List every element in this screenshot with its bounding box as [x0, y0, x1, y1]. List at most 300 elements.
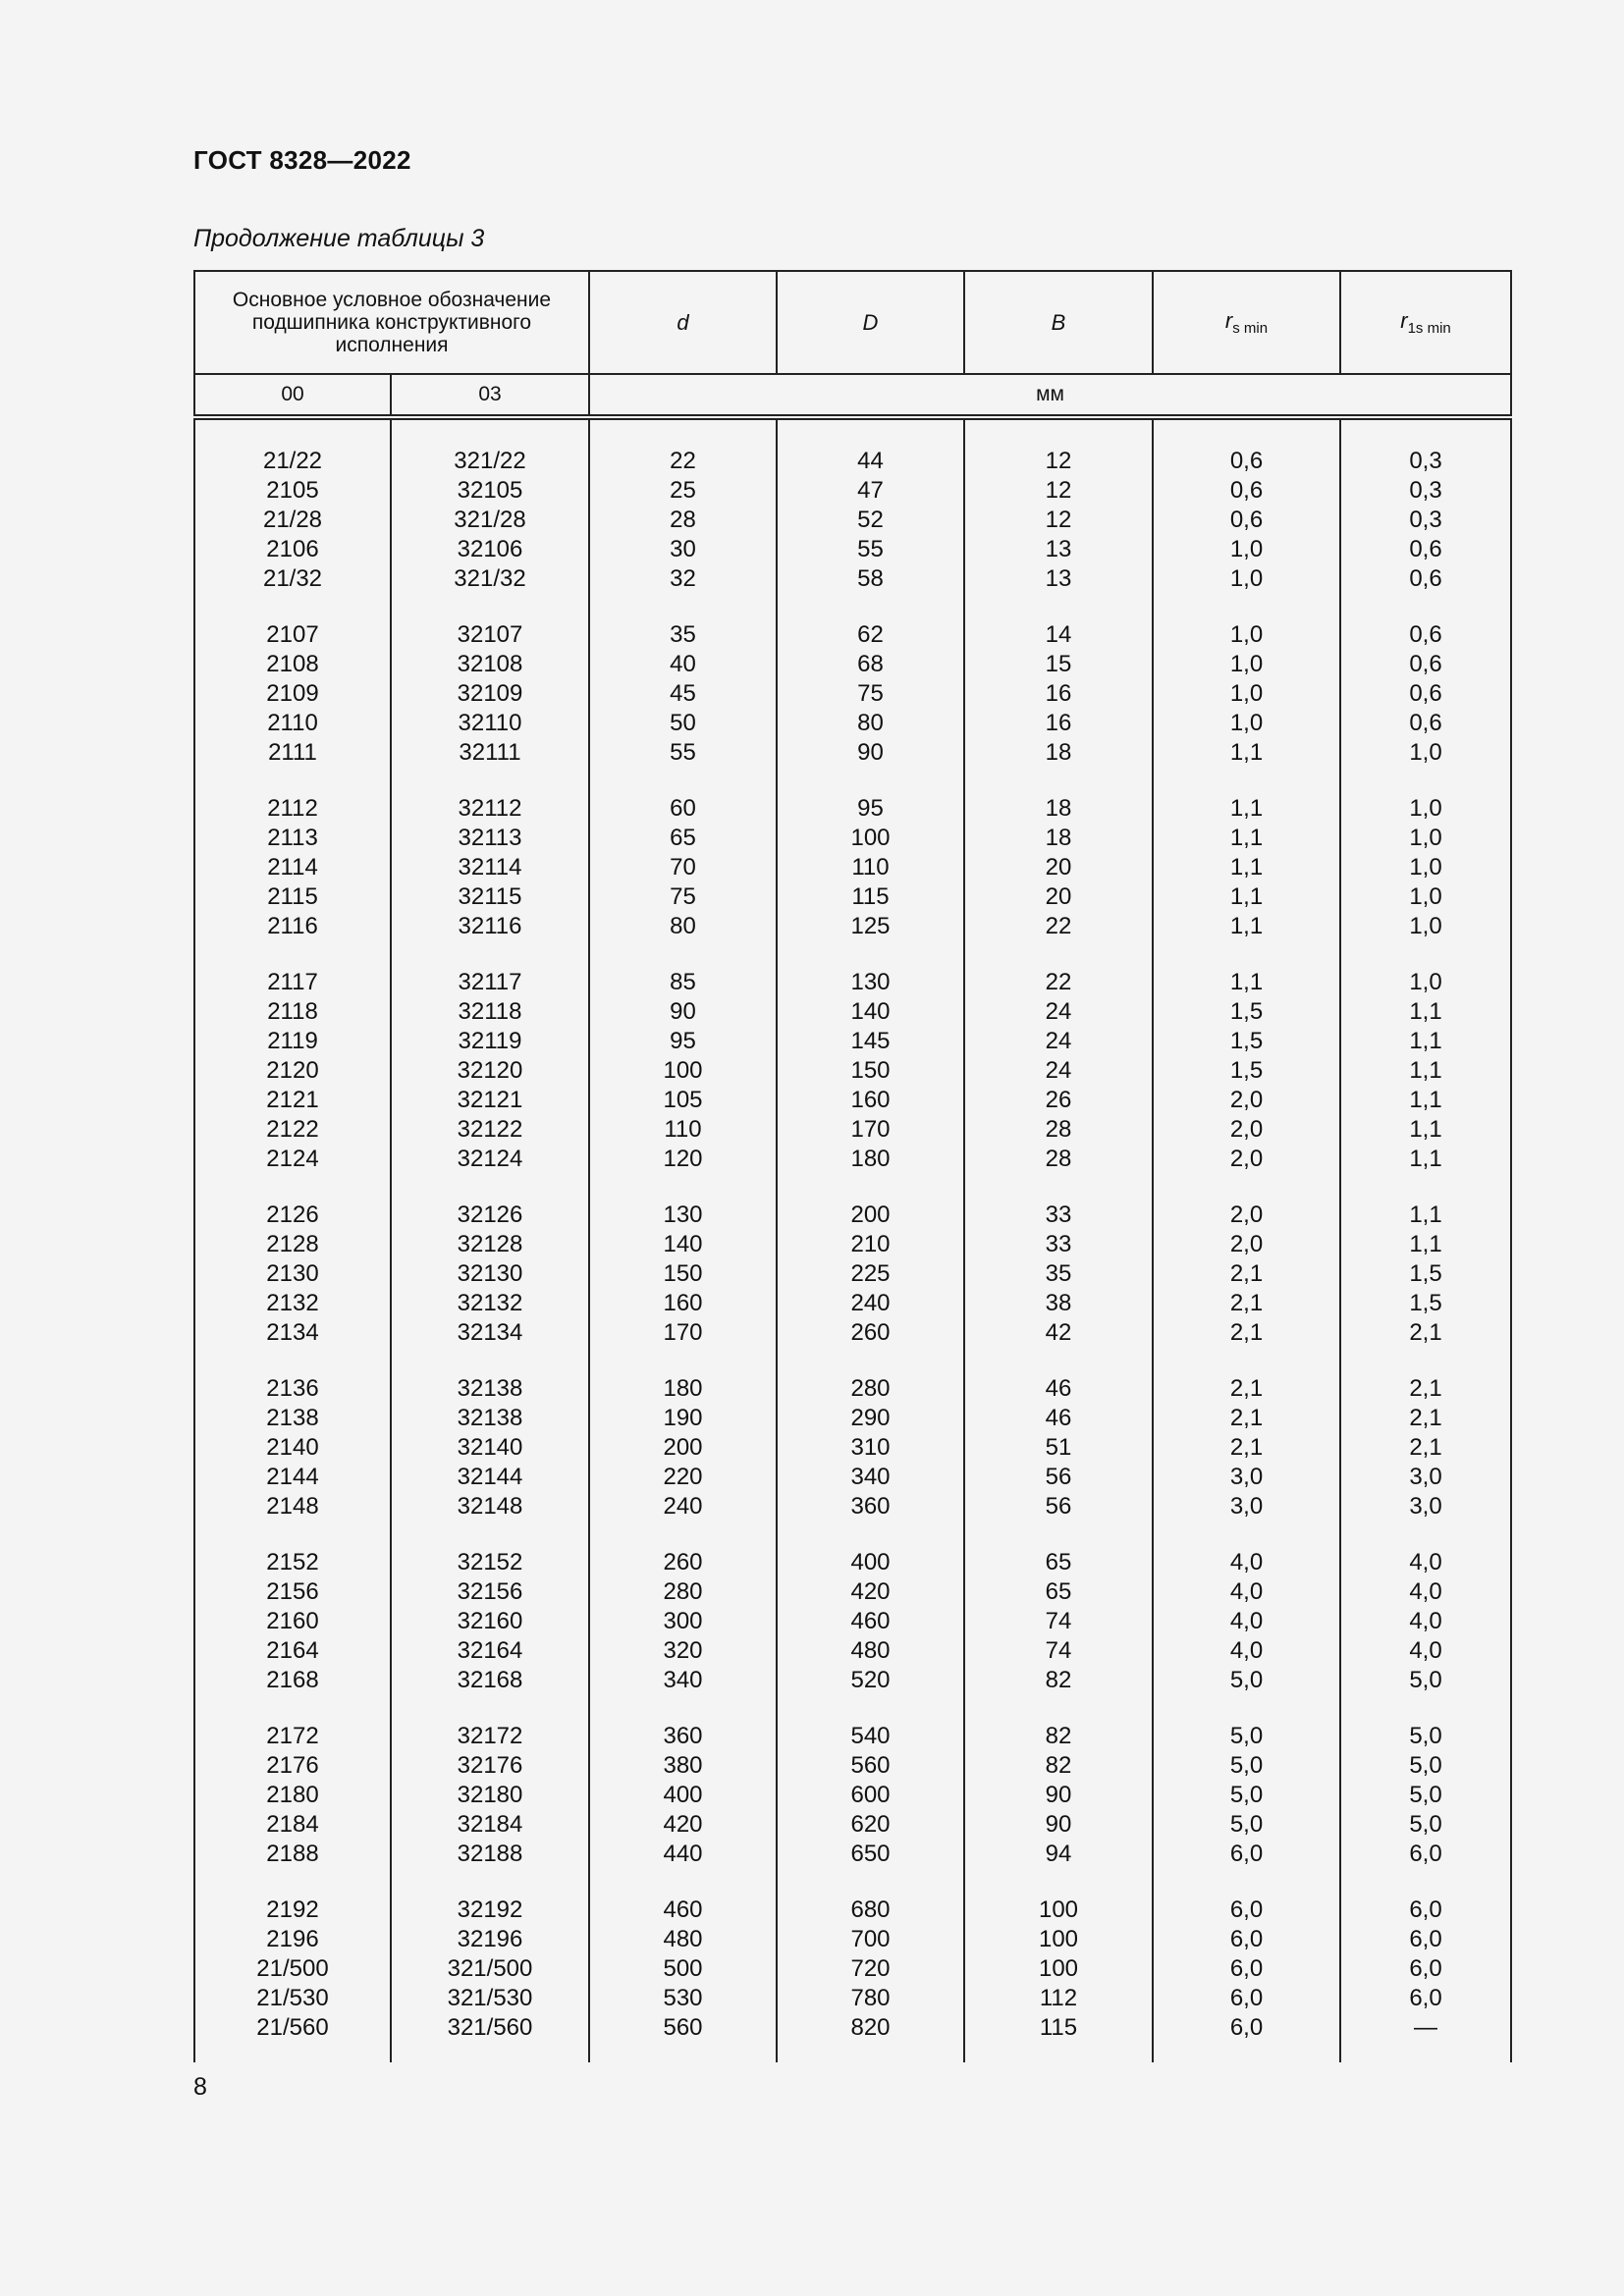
cell-D: 115 — [777, 882, 964, 912]
header-rs-base: r — [1224, 308, 1233, 333]
cell-designation-00: 21/22 — [194, 417, 391, 476]
cell-D: 210 — [777, 1230, 964, 1259]
table-row — [194, 1230, 1511, 1259]
spacer-cell — [777, 1869, 964, 1896]
cell-D: 75 — [777, 679, 964, 709]
cell-d: 60 — [589, 794, 777, 824]
cell-B: 13 — [964, 535, 1153, 564]
cell-D: 47 — [777, 476, 964, 506]
cell-r1s-min: 1,0 — [1340, 882, 1511, 912]
cell-d: 50 — [589, 709, 777, 738]
spacer-cell — [964, 1348, 1153, 1374]
table-row — [194, 1751, 1511, 1781]
tail-cell — [964, 2043, 1153, 2062]
cell-D: 150 — [777, 1056, 964, 1086]
cell-D: 90 — [777, 738, 964, 768]
cell-d: 420 — [589, 1810, 777, 1840]
cell-d: 95 — [589, 1027, 777, 1056]
cell-designation-00: 2118 — [194, 997, 391, 1027]
cell-r1s-min: 4,0 — [1340, 1636, 1511, 1666]
cell-designation-03: 321/560 — [391, 2013, 589, 2043]
table-row — [194, 679, 1511, 709]
table-row — [194, 620, 1511, 650]
cell-r1s-min: 0,6 — [1340, 709, 1511, 738]
cell-d: 70 — [589, 853, 777, 882]
cell-designation-00: 2107 — [194, 620, 391, 650]
cell-D: 44 — [777, 417, 964, 476]
spacer-cell — [777, 1522, 964, 1548]
cell-B: 100 — [964, 1925, 1153, 1954]
table-row — [194, 968, 1511, 997]
cell-designation-00: 2152 — [194, 1548, 391, 1577]
cell-designation-03: 32113 — [391, 824, 589, 853]
spacer-cell — [1340, 1695, 1511, 1722]
table-row — [194, 1954, 1511, 1984]
cell-r1s-min: 6,0 — [1340, 1984, 1511, 2013]
spacer-cell — [194, 594, 391, 620]
spacer-cell — [391, 1695, 589, 1722]
cell-designation-00: 2105 — [194, 476, 391, 506]
cell-designation-03: 32126 — [391, 1201, 589, 1230]
group-spacer — [194, 1522, 1511, 1548]
table-row — [194, 564, 1511, 594]
spacer-cell — [964, 1695, 1153, 1722]
cell-designation-03: 32134 — [391, 1318, 589, 1348]
cell-r1s-min: 5,0 — [1340, 1751, 1511, 1781]
cell-designation-03: 32114 — [391, 853, 589, 882]
cell-B: 24 — [964, 997, 1153, 1027]
tail-cell — [1340, 2043, 1511, 2062]
cell-B: 94 — [964, 1840, 1153, 1869]
table-row — [194, 1201, 1511, 1230]
table-row — [194, 824, 1511, 853]
cell-rs-min: 5,0 — [1153, 1781, 1340, 1810]
spacer-cell — [194, 1869, 391, 1896]
spacer-cell — [391, 768, 589, 794]
cell-rs-min: 1,0 — [1153, 535, 1340, 564]
cell-r1s-min: 2,1 — [1340, 1433, 1511, 1463]
cell-designation-00: 2117 — [194, 968, 391, 997]
cell-B: 65 — [964, 1548, 1153, 1577]
cell-d: 240 — [589, 1492, 777, 1522]
cell-d: 90 — [589, 997, 777, 1027]
cell-B: 90 — [964, 1781, 1153, 1810]
cell-B: 12 — [964, 417, 1153, 476]
cell-designation-03: 32107 — [391, 620, 589, 650]
spacer-cell — [777, 768, 964, 794]
cell-D: 260 — [777, 1318, 964, 1348]
cell-D: 680 — [777, 1896, 964, 1925]
cell-r1s-min: 1,1 — [1340, 1115, 1511, 1145]
cell-d: 120 — [589, 1145, 777, 1174]
spacer-cell — [589, 1869, 777, 1896]
cell-B: 82 — [964, 1722, 1153, 1751]
spacer-cell — [391, 1869, 589, 1896]
cell-rs-min: 1,0 — [1153, 620, 1340, 650]
cell-B: 24 — [964, 1027, 1153, 1056]
cell-B: 20 — [964, 853, 1153, 882]
tail-cell — [1153, 2043, 1340, 2062]
cell-B: 22 — [964, 912, 1153, 941]
cell-d: 280 — [589, 1577, 777, 1607]
spacer-cell — [964, 1869, 1153, 1896]
group-spacer — [194, 1174, 1511, 1201]
cell-B: 74 — [964, 1607, 1153, 1636]
cell-designation-00: 2132 — [194, 1289, 391, 1318]
cell-rs-min: 3,0 — [1153, 1492, 1340, 1522]
cell-B: 14 — [964, 620, 1153, 650]
cell-rs-min: 1,5 — [1153, 1056, 1340, 1086]
cell-designation-00: 2126 — [194, 1201, 391, 1230]
cell-B: 16 — [964, 679, 1153, 709]
cell-rs-min: 1,1 — [1153, 912, 1340, 941]
cell-designation-00: 21/28 — [194, 506, 391, 535]
spacer-cell — [589, 1348, 777, 1374]
cell-d: 260 — [589, 1548, 777, 1577]
table-row — [194, 1810, 1511, 1840]
page-number: 8 — [193, 2073, 207, 2101]
table-row — [194, 1056, 1511, 1086]
cell-D: 340 — [777, 1463, 964, 1492]
cell-D: 780 — [777, 1984, 964, 2013]
cell-B: 56 — [964, 1492, 1153, 1522]
cell-D: 420 — [777, 1577, 964, 1607]
cell-D: 80 — [777, 709, 964, 738]
table-row — [194, 794, 1511, 824]
table-row — [194, 1115, 1511, 1145]
cell-rs-min: 2,1 — [1153, 1404, 1340, 1433]
cell-designation-00: 2121 — [194, 1086, 391, 1115]
cell-designation-03: 32156 — [391, 1577, 589, 1607]
tail-cell — [194, 2043, 391, 2062]
cell-r1s-min: 1,0 — [1340, 794, 1511, 824]
document-header: ГОСТ 8328—2022 — [193, 145, 411, 175]
header-version-00: 00 — [194, 374, 391, 417]
spacer-cell — [1340, 1522, 1511, 1548]
cell-designation-00: 2136 — [194, 1374, 391, 1404]
cell-r1s-min: 1,0 — [1340, 738, 1511, 768]
cell-rs-min: 2,0 — [1153, 1145, 1340, 1174]
table-header — [194, 271, 1511, 417]
table-row — [194, 1404, 1511, 1433]
cell-d: 100 — [589, 1056, 777, 1086]
cell-D: 460 — [777, 1607, 964, 1636]
cell-designation-03: 32118 — [391, 997, 589, 1027]
cell-designation-00: 21/530 — [194, 1984, 391, 2013]
spacer-cell — [1340, 768, 1511, 794]
cell-B: 74 — [964, 1636, 1153, 1666]
cell-rs-min: 1,0 — [1153, 650, 1340, 679]
cell-r1s-min: 0,6 — [1340, 650, 1511, 679]
spacer-cell — [589, 768, 777, 794]
cell-designation-03: 32117 — [391, 968, 589, 997]
cell-designation-00: 2128 — [194, 1230, 391, 1259]
cell-B: 24 — [964, 1056, 1153, 1086]
spacer-cell — [391, 594, 589, 620]
spacer-cell — [391, 941, 589, 968]
spacer-cell — [1340, 594, 1511, 620]
cell-d: 500 — [589, 1954, 777, 1984]
header-r1s-base: r — [1400, 308, 1408, 333]
cell-d: 130 — [589, 1201, 777, 1230]
cell-r1s-min: 0,6 — [1340, 620, 1511, 650]
cell-r1s-min: 4,0 — [1340, 1607, 1511, 1636]
cell-r1s-min: 1,1 — [1340, 1230, 1511, 1259]
cell-rs-min: 0,6 — [1153, 476, 1340, 506]
cell-rs-min: 6,0 — [1153, 1984, 1340, 2013]
cell-designation-00: 2120 — [194, 1056, 391, 1086]
cell-designation-03: 32144 — [391, 1463, 589, 1492]
cell-designation-00: 2113 — [194, 824, 391, 853]
cell-r1s-min: 3,0 — [1340, 1463, 1511, 1492]
cell-r1s-min: 1,1 — [1340, 1145, 1511, 1174]
cell-B: 26 — [964, 1086, 1153, 1115]
cell-r1s-min: 6,0 — [1340, 1840, 1511, 1869]
cell-designation-03: 32110 — [391, 709, 589, 738]
spacer-cell — [589, 594, 777, 620]
cell-r1s-min: 6,0 — [1340, 1896, 1511, 1925]
cell-r1s-min: 0,3 — [1340, 476, 1511, 506]
cell-rs-min: 1,0 — [1153, 564, 1340, 594]
cell-B: 38 — [964, 1289, 1153, 1318]
cell-D: 140 — [777, 997, 964, 1027]
cell-designation-00: 2176 — [194, 1751, 391, 1781]
spacer-cell — [391, 1522, 589, 1548]
table-row — [194, 1636, 1511, 1666]
cell-B: 51 — [964, 1433, 1153, 1463]
cell-designation-00: 2156 — [194, 1577, 391, 1607]
cell-designation-03: 32120 — [391, 1056, 589, 1086]
cell-rs-min: 4,0 — [1153, 1548, 1340, 1577]
cell-rs-min: 5,0 — [1153, 1810, 1340, 1840]
cell-designation-03: 32192 — [391, 1896, 589, 1925]
cell-rs-min: 5,0 — [1153, 1666, 1340, 1695]
table-row — [194, 1374, 1511, 1404]
cell-d: 300 — [589, 1607, 777, 1636]
cell-r1s-min: 3,0 — [1340, 1492, 1511, 1522]
cell-designation-03: 32140 — [391, 1433, 589, 1463]
spacer-cell — [1153, 1348, 1340, 1374]
cell-D: 540 — [777, 1722, 964, 1751]
cell-D: 130 — [777, 968, 964, 997]
spacer-cell — [1340, 1348, 1511, 1374]
table-row — [194, 1289, 1511, 1318]
spacer-cell — [1340, 1869, 1511, 1896]
cell-rs-min: 1,1 — [1153, 794, 1340, 824]
cell-rs-min: 1,1 — [1153, 968, 1340, 997]
table-row — [194, 1548, 1511, 1577]
cell-rs-min: 2,0 — [1153, 1201, 1340, 1230]
cell-D: 200 — [777, 1201, 964, 1230]
cell-B: 18 — [964, 794, 1153, 824]
spacer-cell — [589, 1174, 777, 1201]
table-row — [194, 1925, 1511, 1954]
cell-rs-min: 1,5 — [1153, 997, 1340, 1027]
group-spacer — [194, 768, 1511, 794]
cell-designation-00: 2116 — [194, 912, 391, 941]
cell-r1s-min: 1,1 — [1340, 1086, 1511, 1115]
cell-D: 52 — [777, 506, 964, 535]
cell-r1s-min: 0,3 — [1340, 506, 1511, 535]
cell-rs-min: 1,0 — [1153, 709, 1340, 738]
cell-rs-min: 6,0 — [1153, 1840, 1340, 1869]
cell-D: 560 — [777, 1751, 964, 1781]
bearing-dimensions-table — [193, 270, 1512, 2062]
header-designation: Основное условное обозначение подшипника конструктивного исполнения — [194, 271, 589, 374]
cell-rs-min: 6,0 — [1153, 2013, 1340, 2043]
header-r1s-min — [1340, 271, 1511, 374]
cell-d: 190 — [589, 1404, 777, 1433]
cell-rs-min: 2,1 — [1153, 1318, 1340, 1348]
cell-d: 140 — [589, 1230, 777, 1259]
spacer-cell — [1153, 1695, 1340, 1722]
cell-designation-00: 2180 — [194, 1781, 391, 1810]
table-row — [194, 738, 1511, 768]
cell-D: 110 — [777, 853, 964, 882]
cell-B: 82 — [964, 1751, 1153, 1781]
cell-B: 46 — [964, 1404, 1153, 1433]
tail-cell — [777, 2043, 964, 2062]
table-row — [194, 650, 1511, 679]
spacer-cell — [194, 941, 391, 968]
cell-B: 100 — [964, 1954, 1153, 1984]
cell-r1s-min: 5,0 — [1340, 1781, 1511, 1810]
spacer-cell — [589, 1695, 777, 1722]
cell-d: 220 — [589, 1463, 777, 1492]
table-row — [194, 1607, 1511, 1636]
cell-d: 160 — [589, 1289, 777, 1318]
cell-d: 180 — [589, 1374, 777, 1404]
header-units: мм — [589, 374, 1511, 417]
cell-designation-00: 2172 — [194, 1722, 391, 1751]
cell-designation-00: 2188 — [194, 1840, 391, 1869]
cell-designation-03: 321/500 — [391, 1954, 589, 1984]
cell-r1s-min: 1,5 — [1340, 1259, 1511, 1289]
cell-D: 620 — [777, 1810, 964, 1840]
group-spacer — [194, 1869, 1511, 1896]
cell-d: 380 — [589, 1751, 777, 1781]
cell-rs-min: 2,1 — [1153, 1374, 1340, 1404]
cell-designation-03: 32119 — [391, 1027, 589, 1056]
cell-B: 35 — [964, 1259, 1153, 1289]
cell-designation-03: 32148 — [391, 1492, 589, 1522]
cell-rs-min: 1,1 — [1153, 824, 1340, 853]
cell-designation-03: 32160 — [391, 1607, 589, 1636]
cell-rs-min: 6,0 — [1153, 1954, 1340, 1984]
cell-D: 360 — [777, 1492, 964, 1522]
cell-r1s-min: 6,0 — [1340, 1954, 1511, 1984]
cell-designation-00: 2108 — [194, 650, 391, 679]
cell-designation-00: 2122 — [194, 1115, 391, 1145]
cell-designation-00: 2109 — [194, 679, 391, 709]
table-row — [194, 1984, 1511, 2013]
cell-r1s-min: 1,0 — [1340, 853, 1511, 882]
cell-d: 110 — [589, 1115, 777, 1145]
spacer-cell — [1153, 941, 1340, 968]
cell-designation-03: 32138 — [391, 1404, 589, 1433]
tail-cell — [589, 2043, 777, 2062]
cell-designation-03: 32121 — [391, 1086, 589, 1115]
table-row — [194, 1781, 1511, 1810]
cell-designation-03: 321/32 — [391, 564, 589, 594]
table-row — [194, 1463, 1511, 1492]
cell-designation-00: 2111 — [194, 738, 391, 768]
cell-B: 18 — [964, 824, 1153, 853]
cell-B: 115 — [964, 2013, 1153, 2043]
cell-D: 100 — [777, 824, 964, 853]
cell-rs-min: 6,0 — [1153, 1925, 1340, 1954]
cell-designation-00: 2106 — [194, 535, 391, 564]
cell-B: 90 — [964, 1810, 1153, 1840]
header-rs-min — [1153, 271, 1340, 374]
cell-rs-min: 4,0 — [1153, 1577, 1340, 1607]
cell-designation-03: 32108 — [391, 650, 589, 679]
tail-cell — [391, 2043, 589, 2062]
spacer-cell — [1153, 1522, 1340, 1548]
cell-designation-00: 2148 — [194, 1492, 391, 1522]
cell-B: 28 — [964, 1115, 1153, 1145]
cell-d: 200 — [589, 1433, 777, 1463]
table-row — [194, 2013, 1511, 2043]
header-D: D — [777, 271, 964, 374]
cell-d: 80 — [589, 912, 777, 941]
cell-D: 700 — [777, 1925, 964, 1954]
spacer-cell — [777, 941, 964, 968]
cell-D: 600 — [777, 1781, 964, 1810]
cell-designation-00: 2124 — [194, 1145, 391, 1174]
cell-designation-00: 2138 — [194, 1404, 391, 1433]
cell-r1s-min: 2,1 — [1340, 1318, 1511, 1348]
spacer-cell — [194, 1695, 391, 1722]
cell-designation-03: 321/28 — [391, 506, 589, 535]
cell-D: 180 — [777, 1145, 964, 1174]
cell-D: 240 — [777, 1289, 964, 1318]
spacer-cell — [1153, 1869, 1340, 1896]
cell-D: 125 — [777, 912, 964, 941]
cell-r1s-min: 4,0 — [1340, 1548, 1511, 1577]
cell-D: 520 — [777, 1666, 964, 1695]
cell-designation-00: 2160 — [194, 1607, 391, 1636]
cell-r1s-min: 6,0 — [1340, 1925, 1511, 1954]
cell-rs-min: 6,0 — [1153, 1896, 1340, 1925]
cell-d: 400 — [589, 1781, 777, 1810]
table-row — [194, 535, 1511, 564]
cell-r1s-min: 0,6 — [1340, 679, 1511, 709]
cell-d: 75 — [589, 882, 777, 912]
cell-B: 28 — [964, 1145, 1153, 1174]
cell-D: 720 — [777, 1954, 964, 1984]
cell-d: 320 — [589, 1636, 777, 1666]
cell-B: 12 — [964, 506, 1153, 535]
cell-rs-min: 0,6 — [1153, 506, 1340, 535]
cell-designation-00: 2112 — [194, 794, 391, 824]
cell-designation-00: 2114 — [194, 853, 391, 882]
cell-D: 55 — [777, 535, 964, 564]
cell-B: 16 — [964, 709, 1153, 738]
spacer-cell — [589, 941, 777, 968]
spacer-cell — [964, 594, 1153, 620]
cell-designation-00: 21/560 — [194, 2013, 391, 2043]
spacer-cell — [391, 1174, 589, 1201]
cell-d: 340 — [589, 1666, 777, 1695]
cell-designation-03: 32116 — [391, 912, 589, 941]
header-B: B — [964, 271, 1153, 374]
cell-rs-min: 4,0 — [1153, 1607, 1340, 1636]
cell-rs-min: 2,0 — [1153, 1115, 1340, 1145]
header-d: d — [589, 271, 777, 374]
cell-D: 650 — [777, 1840, 964, 1869]
spacer-cell — [1153, 1174, 1340, 1201]
